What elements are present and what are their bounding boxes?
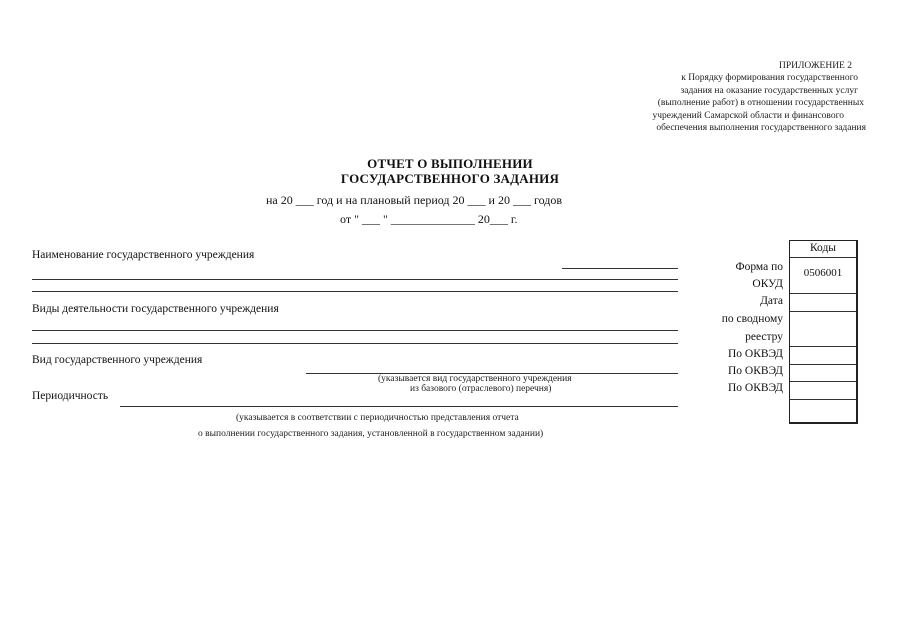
okved-label-3: По ОКВЭД xyxy=(727,382,783,394)
okud-cell-divider xyxy=(790,293,856,294)
periodicity-line[interactable] xyxy=(120,406,678,407)
periodicity-note-2: о выполнении государственного задания, установленной в государственном задании) xyxy=(198,429,544,439)
periodicity-note-1: (указывается в соответствии с периодичностью представления отчета xyxy=(236,413,519,423)
appendix-line: (выполнение работ) в отношении государственных xyxy=(657,98,864,109)
institution-name-label: Наименование государственного учреждения xyxy=(32,249,255,261)
activity-types-line-1[interactable] xyxy=(32,330,678,331)
period-line-1: на 20 ___ год и на плановый период 20 ___ и 20 ___ годов xyxy=(266,193,563,207)
form-okud-label-2: ОКУД xyxy=(752,278,783,290)
appendix-title: ПРИЛОЖЕНИЕ 2 xyxy=(778,61,852,71)
institution-name-line-2[interactable] xyxy=(32,291,678,292)
periodicity-label: Периодичность xyxy=(32,390,109,402)
appendix-line: задания на оказание государственных услуг xyxy=(680,85,858,96)
institution-name-line-1[interactable] xyxy=(32,279,678,280)
codes-table xyxy=(789,240,858,424)
okud-code-value[interactable]: 0506001 xyxy=(803,267,843,279)
appendix-line: обеспечения выполнения государственного задания xyxy=(656,123,866,134)
date-label-2: по сводному xyxy=(721,313,783,325)
period-line-2: от " ___ " ______________ 20___ г. xyxy=(340,212,518,226)
okved-label-2: По ОКВЭД xyxy=(727,365,783,377)
document-title xyxy=(300,156,600,186)
date-label-3: реестру xyxy=(745,331,783,343)
codes-header: Коды xyxy=(809,242,837,254)
appendix-block xyxy=(600,60,890,134)
okved-cell-divider-1 xyxy=(790,364,856,365)
okved-label-1: По ОКВЭД xyxy=(727,348,783,360)
okved-cell-divider-2 xyxy=(790,381,856,382)
institution-type-note-1: (указывается вид государственного учреждения xyxy=(378,374,572,384)
appendix-line: к Порядку формирования государственного xyxy=(681,73,858,84)
institution-type-note-2: из базового (отраслевого) перечня) xyxy=(410,384,552,394)
codes-header-divider xyxy=(790,257,856,258)
form-okud-label-1: Форма по xyxy=(735,261,783,273)
date-cell-divider-2 xyxy=(790,346,856,347)
activity-types-label: Виды деятельности государственного учреждения xyxy=(32,303,279,315)
institution-type-label: Вид государственного учреждения xyxy=(32,354,203,366)
activity-types-line-2[interactable] xyxy=(32,343,678,344)
institution-name-short-line xyxy=(562,268,678,269)
date-label-1: Дата xyxy=(760,295,783,307)
date-cell-divider-1 xyxy=(790,311,856,312)
okved-cell-divider-3 xyxy=(790,399,856,400)
appendix-line: учреждений Самарской области и финансового xyxy=(652,110,844,121)
title-line-1: ОТЧЕТ О ВЫПОЛНЕНИИ xyxy=(367,156,533,171)
title-line-2: ГОСУДАРСТВЕННОГО ЗАДАНИЯ xyxy=(340,171,560,186)
